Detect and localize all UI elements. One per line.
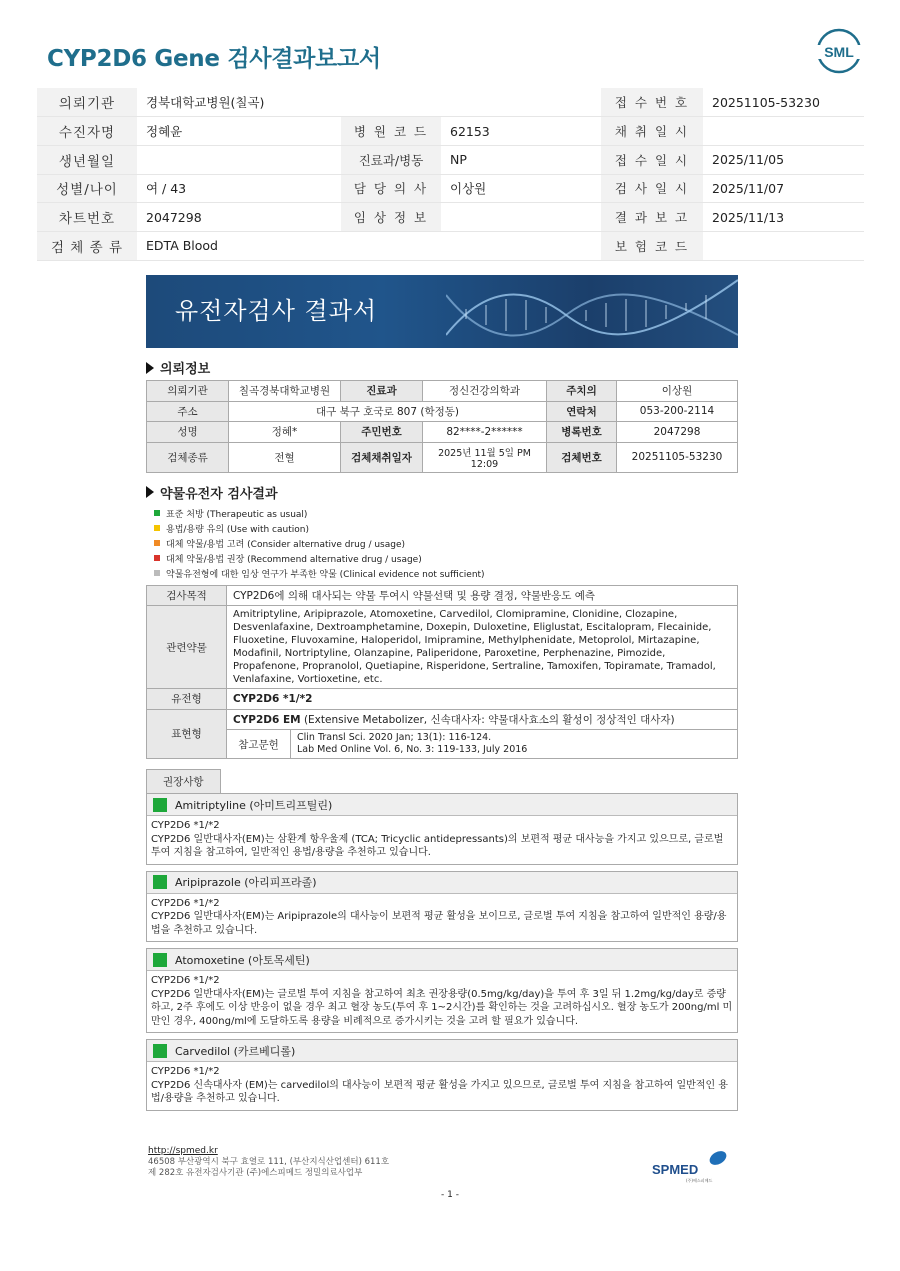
table-row [147,401,738,422]
info-label: 주소 [147,401,229,422]
footer-url-link[interactable]: http://spmed.kr [148,1146,218,1156]
request-info-table [146,380,738,473]
footer-address: 46508 부산광역시 북구 효열로 111, (부산지식산업센터) 611호 [148,1157,390,1167]
card-body [147,816,737,864]
legend-text: 표준 처방 (Therapeutic as usual) [166,509,308,520]
card-header [147,872,737,894]
header-row [37,145,864,174]
header-value: 20251105-53230 [703,88,864,117]
header-value [441,203,601,232]
ref-value [291,730,738,759]
recommendation-card [146,793,738,865]
header-label: 성별/나이 [37,174,137,203]
recommendation-card [146,948,738,1033]
info-value: 전혈 [229,442,341,472]
card-drug: Atomoxetine (아토목세틴) [175,953,310,967]
red-square-icon [154,555,160,561]
card-drug: Carvedilol (카르베디롤) [175,1044,296,1058]
header-label: 결 과 보 고 [601,203,703,232]
legend-item [154,506,738,521]
header-value [703,117,864,146]
result-label: 관련약물 [147,606,227,689]
page-number: - 1 - [441,1190,459,1200]
info-label: 성명 [147,422,229,443]
header-row [37,117,864,146]
header-row [37,88,864,117]
recommendation-card [146,1039,738,1111]
header-value: 정혜윤 [137,117,341,146]
header-value [137,145,341,174]
card-drug: Aripiprazole (아리피프라졸) [175,876,317,889]
green-square-icon [153,1044,167,1058]
legend-item [154,521,738,536]
ref-line: Clin Transl Sci. 2020 Jan; 13(1): 116-124. [297,732,492,743]
legend-text: 대체 약물/용법 권장 (Recommend alternative drug / usage) [166,554,422,565]
card-genotype: CYP2D6 *1/*2 [151,975,220,986]
info-label: 병록번호 [547,422,617,443]
footer-license: 제 282호 유전자검사기관 (주)에스피메드 정밀의료사업부 [148,1168,363,1178]
header-value: 여 / 43 [137,174,341,203]
card-genotype: CYP2D6 *1/*2 [151,820,220,831]
spmed-logo-sub: (주)에스피메드 [686,1178,713,1183]
section-heading-results [146,483,738,502]
card-header [147,794,737,816]
info-value: 정신건강의학과 [423,381,547,402]
table-row [147,585,738,606]
header-value: 2025/11/07 [703,174,864,203]
info-label: 주민번호 [341,422,423,443]
orange-square-icon [154,540,160,546]
header-label: 생년월일 [37,145,137,174]
info-label: 의뢰기관 [147,381,229,402]
header-value: 2025/11/05 [703,145,864,174]
info-label: 검체종류 [147,442,229,472]
ref-line: Lab Med Online Vol. 6, No. 3: 119-133, July 2016 [297,744,528,755]
dna-helix-icon [446,275,738,348]
header-label: 접 수 번 호 [601,88,703,117]
header-row [37,203,864,232]
header-label: 의뢰기관 [37,88,137,117]
header-value: NP [441,145,601,174]
phenotype-code: CYP2D6 EM [233,713,301,726]
table-row [147,606,738,689]
header-info-table-main [37,88,864,261]
banner-title: 유전자검사 결과서 [175,297,378,325]
result-value: Amitriptyline, Aripiprazole, Atomoxetine, Carvedilol, Clomipramine, Clonidine, Clozapine, Desvenlafaxine, Dextroamphetamine, Doxepin, Duloxetine, Eliglustat, Escitalopram, Flecainide, Fluoxetine, Fluvoxamine, Haloperidol, Imipramine, Methylphenidate, Metoprolol, Mirtazapine, Modafinil, Nortriptyline, Olanzapine, Paliperidone, Paroxetine, Perphenazine, Pimozide, Propafenone, Propranolol, Quetiapine, Risperidone, Sertraline, Tamoxifen, Topiramate, Tramadol, Venlafaxine, Vortioxetine, etc. [227,606,738,689]
info-value: 2025년 11월 5일 PM 12:09 [423,442,547,472]
page-title: CYP2D6 Gene 검사결과보고서 [47,46,381,72]
header-row [37,174,864,203]
section-title: 의뢰정보 [160,362,211,377]
spmed-logo-icon [650,1146,730,1186]
table-row [147,730,738,759]
card-text: CYP2D6 일반대사자(EM)는 Aripiprazole의 대사능이 보편적 평균 활성을 보이므로, 글로벌 투여 지침을 참고하여 일반적인 용량/용법을 추천하고 있습니다. [151,911,727,936]
card-text: CYP2D6 일반대사자(EM)는 글로벌 투여 지침을 참고하여 최초 권장용량(0.5mg/kg/day)을 투여 후 3일 뒤 1.2mg/kg/day로 증량하고, 2주 후에도 이상 반응이 없을 경우 최고 혈장 농도(투여 후 1~2시간)를 확인하는 것을 고려하십시오. 혈장 농도가 200ng/ml 미만인 경우, 400ng/ml에 도달하도록 용량을 비례적으로 증가시키는 것을 고려 할 필요가 있습니다. [151,988,733,1027]
table-row [147,422,738,443]
recommendation-tab: 권장사항 [146,769,221,793]
sml-logo-text: SML [824,44,854,60]
green-square-icon [153,953,167,967]
info-label: 검체번호 [547,442,617,472]
green-square-icon [153,875,167,889]
legend-text: 대체 약물/용법 고려 (Consider alternative drug / usage) [166,539,406,550]
yellow-square-icon [154,525,160,531]
green-square-icon [153,798,167,812]
card-header [147,1040,737,1062]
footer [148,1146,389,1179]
header-label: 차트번호 [37,203,137,232]
ref-label: 참고문헌 [227,730,291,759]
card-genotype: CYP2D6 *1/*2 [151,897,220,909]
header-label: 담 당 의 사 [341,174,441,203]
info-label: 연락처 [547,401,617,422]
legend [154,506,738,581]
header-row [37,231,864,260]
header-label: 임 상 정 보 [341,203,441,232]
legend-item [154,536,738,551]
table-row [147,381,738,402]
result-label: 검사목적 [147,585,227,606]
legend-text: 약물유전형에 대한 임상 연구가 부족한 약물 (Clinical evidence not sufficient) [166,569,485,580]
card-text: CYP2D6 신속대사자 (EM)는 carvedilol의 대사능이 보편적 평균 활성을 가지고 있으므로, 글로벌 투여 지침을 참고하여 일반적인 용법/용량을 추천하고 있습니다. [151,1079,728,1104]
section-title: 약물유전자 검사결과 [160,486,278,502]
header-label: 진료과/병동 [341,145,441,174]
table-row [147,689,738,710]
header-value: 2047298 [137,203,341,232]
header-value: 경북대학교병원(칠곡) [137,88,601,117]
table-row [147,709,738,730]
info-value: 2047298 [617,422,738,443]
section-heading-request [146,358,738,377]
report-banner [146,275,738,348]
legend-item [154,551,738,566]
header-value: 2025/11/13 [703,203,864,232]
phenotype-desc: (Extensive Metabolizer, 신속대사자: 약물대사효소의 활성이 정상적인 대사자) [300,713,675,726]
result-value [227,709,738,730]
card-body [147,971,737,1032]
header-label: 채 취 일 시 [601,117,703,146]
report-section [146,275,738,1111]
info-value: 이상원 [617,381,738,402]
info-value: 대구 북구 호국로 807 (학정동) [229,401,547,422]
info-label: 검체채취일자 [341,442,423,472]
header-value: 62153 [441,117,601,146]
info-value: 053-200-2114 [617,401,738,422]
header-value: 이상원 [441,174,601,203]
triangle-bullet-icon [146,362,154,374]
info-label: 진료과 [341,381,423,402]
header-label: 보 험 코 드 [601,231,703,260]
header-value: EDTA Blood [137,231,601,260]
gray-square-icon [154,570,160,576]
info-value: 82****-2****** [423,422,547,443]
result-table [146,585,738,760]
result-value: CYP2D6에 의해 대사되는 약물 투여시 약물선택 및 용량 결정, 약물반응도 예측 [227,585,738,606]
header-label: 병 원 코 드 [341,117,441,146]
card-body [147,894,737,942]
result-label: 표현형 [147,709,227,759]
result-value: CYP2D6 *1/*2 [227,689,738,710]
sml-logo-icon [816,28,862,74]
header-label: 검 사 일 시 [601,174,703,203]
info-value: 20251105-53230 [617,442,738,472]
info-value: 정혜* [229,422,341,443]
recommendation-card [146,871,738,943]
spmed-logo-text: SPMED [652,1162,699,1177]
result-label: 유전형 [147,689,227,710]
info-value: 칠곡경북대학교병원 [229,381,341,402]
info-label: 주치의 [547,381,617,402]
card-text: CYP2D6 일반대사자(EM)는 삼환계 항우울제 (TCA; Tricyclic antidepressants)의 보편적 평균 대사능을 가지고 있으므로, 글로벌 투여 지침을 참고하여, 일반적인 용법/용량을 추천하고 있습니다. [151,833,724,858]
card-drug: Amitriptyline (아미트리프틸린) [175,798,333,812]
green-square-icon [154,510,160,516]
header-value [703,231,864,260]
triangle-bullet-icon [146,486,154,498]
card-genotype: CYP2D6 *1/*2 [151,1066,220,1077]
card-header [147,949,737,971]
card-body [147,1062,737,1110]
table-row [147,442,738,472]
header-label: 접 수 일 시 [601,145,703,174]
header-label: 검 체 종 류 [37,231,137,260]
legend-item [154,566,738,581]
legend-text: 용법/용량 유의 (Use with caution) [166,524,309,535]
header-label: 수진자명 [37,117,137,146]
